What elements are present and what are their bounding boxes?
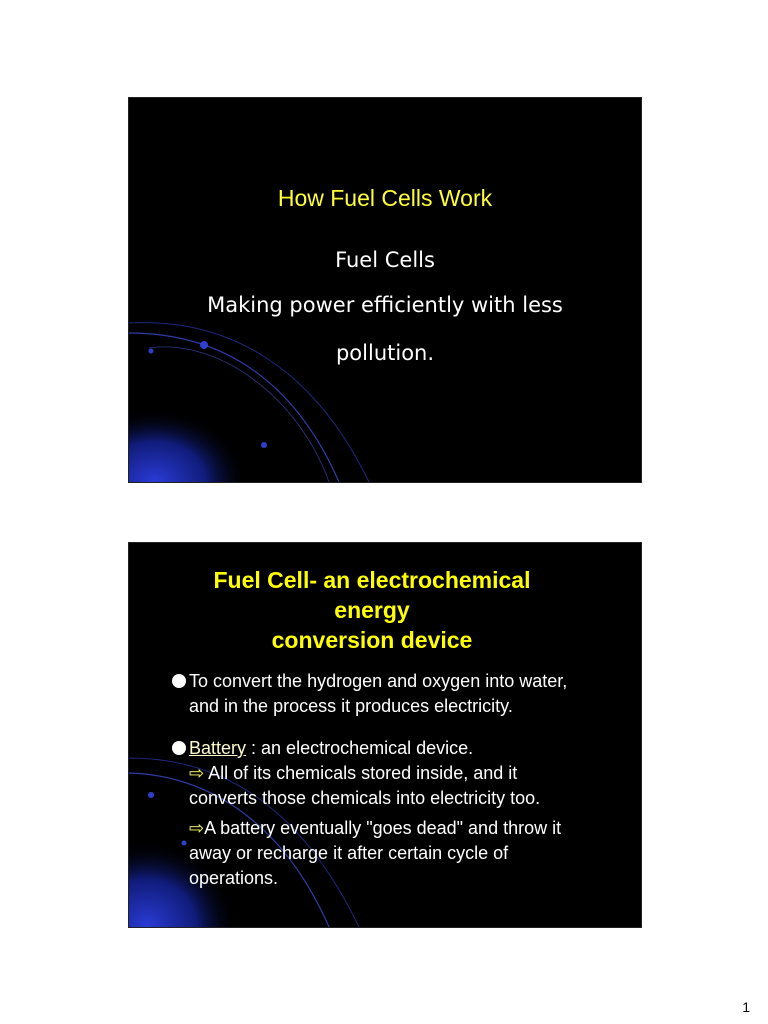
slide-1-subtitle-line-2: Making power efficiently with less bbox=[207, 293, 563, 317]
bullet-2-text: : an electrochemical device. bbox=[246, 738, 474, 758]
slide-2-title-line-3: conversion device bbox=[271, 627, 473, 653]
slide-1-subtitle-line-3: pollution. bbox=[335, 341, 435, 365]
bullet-1 bbox=[189, 669, 629, 719]
bullet-dot-icon bbox=[172, 741, 186, 755]
bullet-1-line-1: To convert the hydrogen and oxygen into water, bbox=[189, 671, 568, 691]
slide-2-title-line-2: energy bbox=[334, 597, 410, 623]
right-arrow-icon: ⇨ bbox=[189, 818, 205, 838]
right-arrow-icon: ⇨ bbox=[189, 763, 205, 783]
sub-point-2-line-2: away or recharge it after certain cycle of bbox=[189, 843, 509, 863]
bullet-dot-icon bbox=[172, 674, 186, 688]
page-number: 1 bbox=[742, 999, 750, 1015]
sub-point-1-line-2: converts those chemicals into electricity too. bbox=[189, 788, 541, 808]
slide-1-subtitle-line-1: Fuel Cells bbox=[335, 248, 435, 272]
sub-point-1-line-1: All of its chemicals stored inside, and it bbox=[204, 763, 518, 783]
slide-1 bbox=[128, 97, 642, 483]
sub-point-2-line-1: A battery eventually "goes dead" and throw it bbox=[204, 818, 562, 838]
blue-swoosh-graphic bbox=[129, 98, 641, 482]
slide-2 bbox=[128, 542, 642, 928]
slide-2-title-line-1: Fuel Cell- an electrochemical bbox=[213, 567, 531, 593]
slide-2-title bbox=[149, 565, 595, 655]
battery-link[interactable]: Battery bbox=[189, 738, 247, 758]
bullet-1-line-2: and in the process it produces electricity. bbox=[189, 696, 513, 716]
sub-point-2-line-3: operations. bbox=[189, 868, 279, 888]
bullet-2 bbox=[189, 736, 629, 891]
slide-1-title: How Fuel Cells Work bbox=[277, 185, 493, 211]
